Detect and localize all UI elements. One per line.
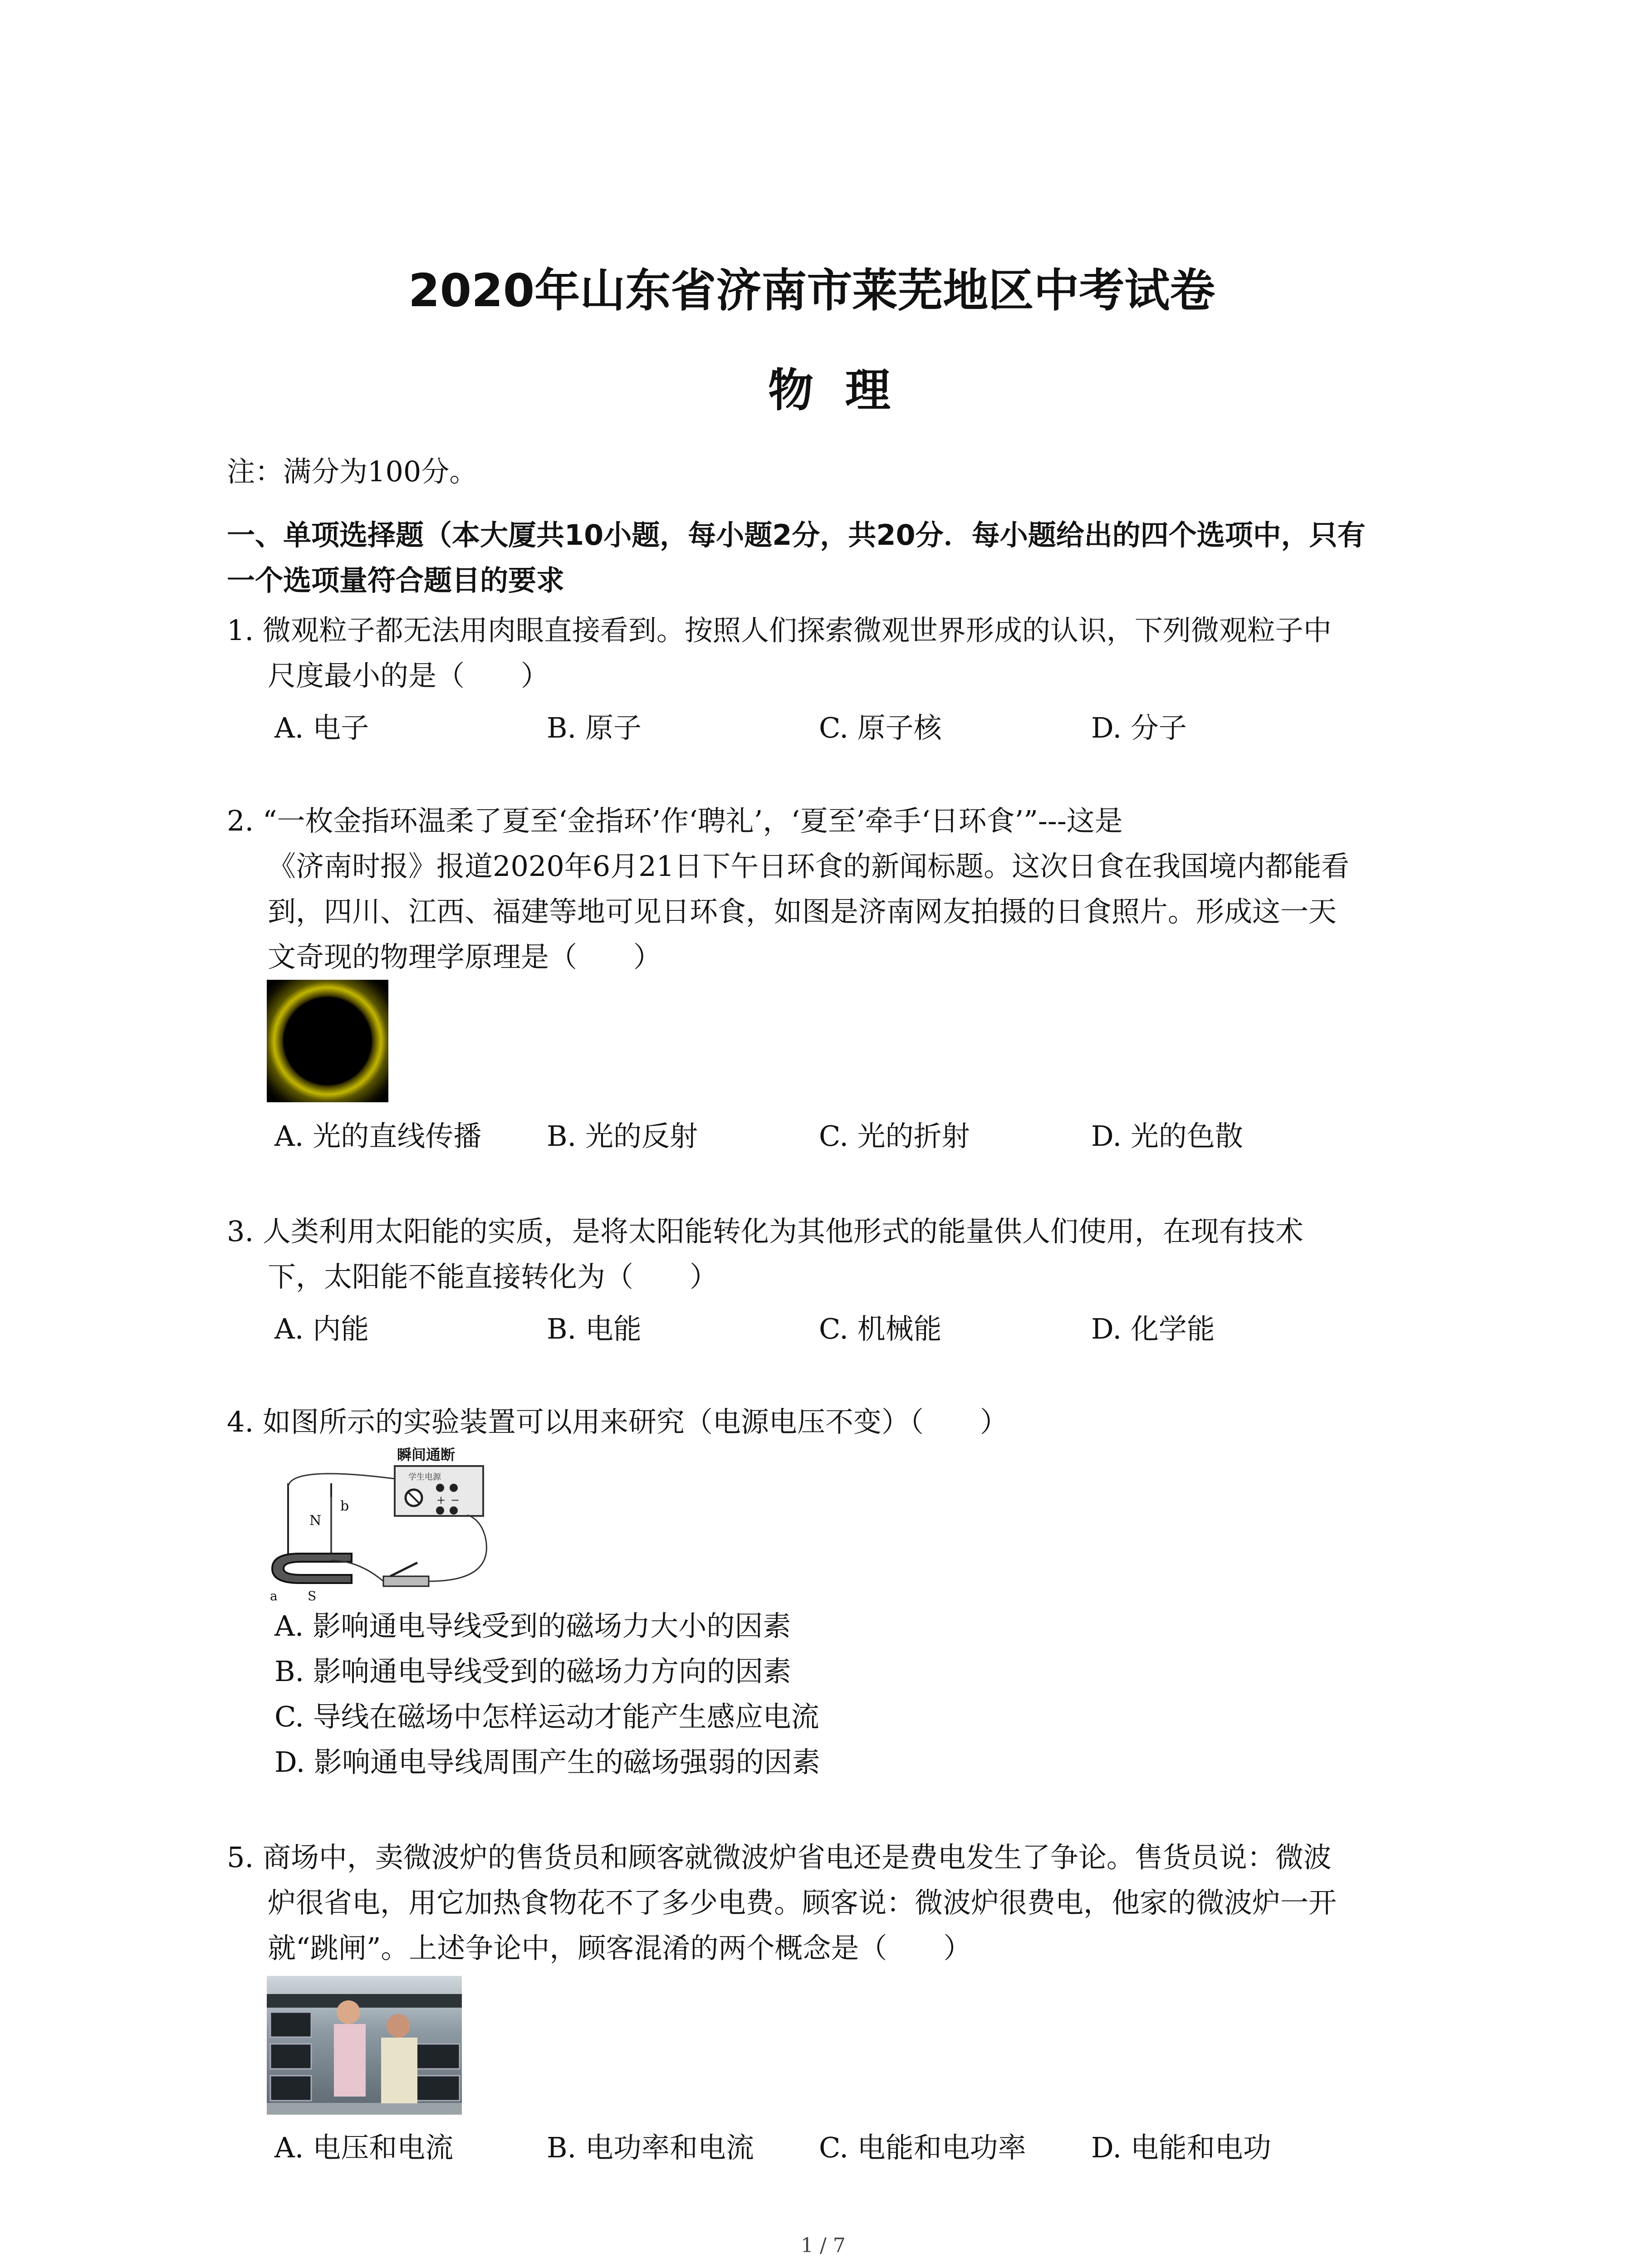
q2-stem-line4: 文奇现的物理学原理是（ ）	[268, 940, 662, 973]
supply-terminal	[450, 1506, 458, 1515]
q3-option-c: C. 机械能	[819, 1312, 942, 1345]
supply-terminal	[436, 1484, 444, 1492]
q4-option-c: C. 导线在磁场中怎样运动才能产生感应电流	[274, 1700, 819, 1733]
supply-terminal	[450, 1484, 458, 1492]
switch-lever	[390, 1563, 417, 1576]
score-note: 注：满分为100分。	[227, 455, 478, 488]
switch-base	[383, 1576, 429, 1586]
store-photo	[267, 1976, 462, 2115]
q1-option-d: D. 分子	[1091, 711, 1187, 744]
q5-stem-line3: 就“跳闸”。上述争论中，顾客混淆的两个概念是（ ）	[268, 1931, 972, 1965]
customer-head	[387, 2014, 410, 2038]
q3-option-d: D. 化学能	[1091, 1312, 1215, 1345]
q1-option-b: B. 原子	[547, 711, 642, 744]
q5-option-b: B. 电功率和电流	[547, 2131, 754, 2164]
terminal-plus: +	[436, 1494, 446, 1506]
microwave	[270, 2076, 311, 2101]
microwave	[416, 2044, 460, 2069]
figure-label-top: 瞬间通断	[397, 1447, 456, 1463]
subject-title: 物 理	[768, 364, 891, 417]
circuit-wire	[429, 1515, 486, 1581]
q5-stem-line2: 炉很省电，用它加热食物花不了多少电费。顾客说：微波炉很费电，他家的微波炉一开	[268, 1886, 1337, 1919]
microwave	[270, 2012, 311, 2037]
q2-stem-line1: 2. “一枚金指环温柔了夏至‘金指环’作‘聘礼’，‘夏至’牵手‘日环食’”---这是	[227, 804, 1123, 837]
q1-option-a: A. 电子	[274, 711, 369, 744]
eclipse-photo	[267, 980, 388, 1102]
q1-option-c: C. 原子核	[819, 711, 942, 744]
q5-option-a: A. 电压和电流	[274, 2131, 454, 2164]
figure-label-S: S	[308, 1589, 317, 1601]
figure-label-supply: 学生电源	[408, 1472, 441, 1482]
figure-label-b: b	[340, 1498, 349, 1514]
salesman-head	[337, 2000, 360, 2024]
microwave	[270, 2044, 311, 2069]
customer-body	[381, 2038, 417, 2103]
floor	[267, 2103, 462, 2115]
microwave	[416, 2076, 460, 2101]
q3-stem-line1: 3. 人类利用太阳能的实质，是将太阳能转化为其他形式的能量供人们使用，在现有技术	[227, 1215, 1303, 1248]
salesman-body	[334, 2024, 366, 2097]
shelf	[267, 1994, 462, 2008]
experiment-apparatus-figure	[268, 1447, 499, 1601]
q5-option-c: C. 电能和电功率	[819, 2131, 1026, 2164]
q4-option-a: A. 影响通电导线受到的磁场力大小的因素	[274, 1609, 791, 1642]
q2-stem-line2: 《济南时报》报道2020年6月21日下午日环食的新闻标题。这次日食在我国境内都能看	[268, 850, 1350, 883]
store-photo-scene	[267, 1976, 462, 2115]
q1-stem-line2: 尺度最小的是（ ）	[268, 659, 549, 692]
figure-label-N: N	[309, 1513, 322, 1529]
figure-label-a: a	[270, 1589, 278, 1601]
q3-stem-line2: 下，太阳能不能直接转化为（ ）	[268, 1260, 718, 1293]
q5-option-d: D. 电能和电功	[1091, 2131, 1271, 2164]
q2-option-c: C. 光的折射	[819, 1119, 970, 1153]
horseshoe-magnet	[272, 1554, 352, 1583]
q3-option-a: A. 内能	[274, 1312, 369, 1345]
q4-option-d: D. 影响通电导线周围产生的磁场强弱的因素	[274, 1745, 820, 1779]
q4-option-b: B. 影响通电导线受到的磁场力方向的因素	[274, 1655, 791, 1688]
q2-stem-line3: 到，四川、江西、福建等地可见日环食，如图是济南网友拍摄的日食照片。形成这一天	[268, 895, 1337, 928]
q2-option-a: A. 光的直线传播	[274, 1119, 482, 1153]
q2-option-d: D. 光的色散	[1091, 1119, 1243, 1153]
q5-stem-line1: 5. 商场中，卖微波炉的售货员和顾客就微波炉省电还是费电发生了争论。售货员说：微波	[227, 1841, 1332, 1874]
section-heading-line2: 一个选项量符合题目的要求	[227, 564, 565, 597]
circuit-wire	[288, 1474, 395, 1488]
supply-terminal	[436, 1506, 444, 1515]
q3-option-b: B. 电能	[547, 1312, 642, 1345]
terminal-minus: −	[451, 1494, 460, 1506]
section-heading-line1: 一、单项选择题（本大厦共10小题，每小题2分，共20分．每小题给出的四个选项中，只有	[227, 518, 1366, 552]
q2-option-b: B. 光的反射	[547, 1119, 698, 1153]
page-number: 1 / 7	[801, 2234, 846, 2257]
q1-stem-line1: 1. 微观粒子都无法用肉眼直接看到。按照人们探索微观世界形成的认识，下列微观粒子中	[227, 614, 1332, 647]
exam-title: 2020年山东省济南市莱芜地区中考试卷	[408, 264, 1215, 317]
q4-stem-line1: 4. 如图所示的实验装置可以用来研究（电源电压不变）（ ）	[227, 1405, 1008, 1438]
